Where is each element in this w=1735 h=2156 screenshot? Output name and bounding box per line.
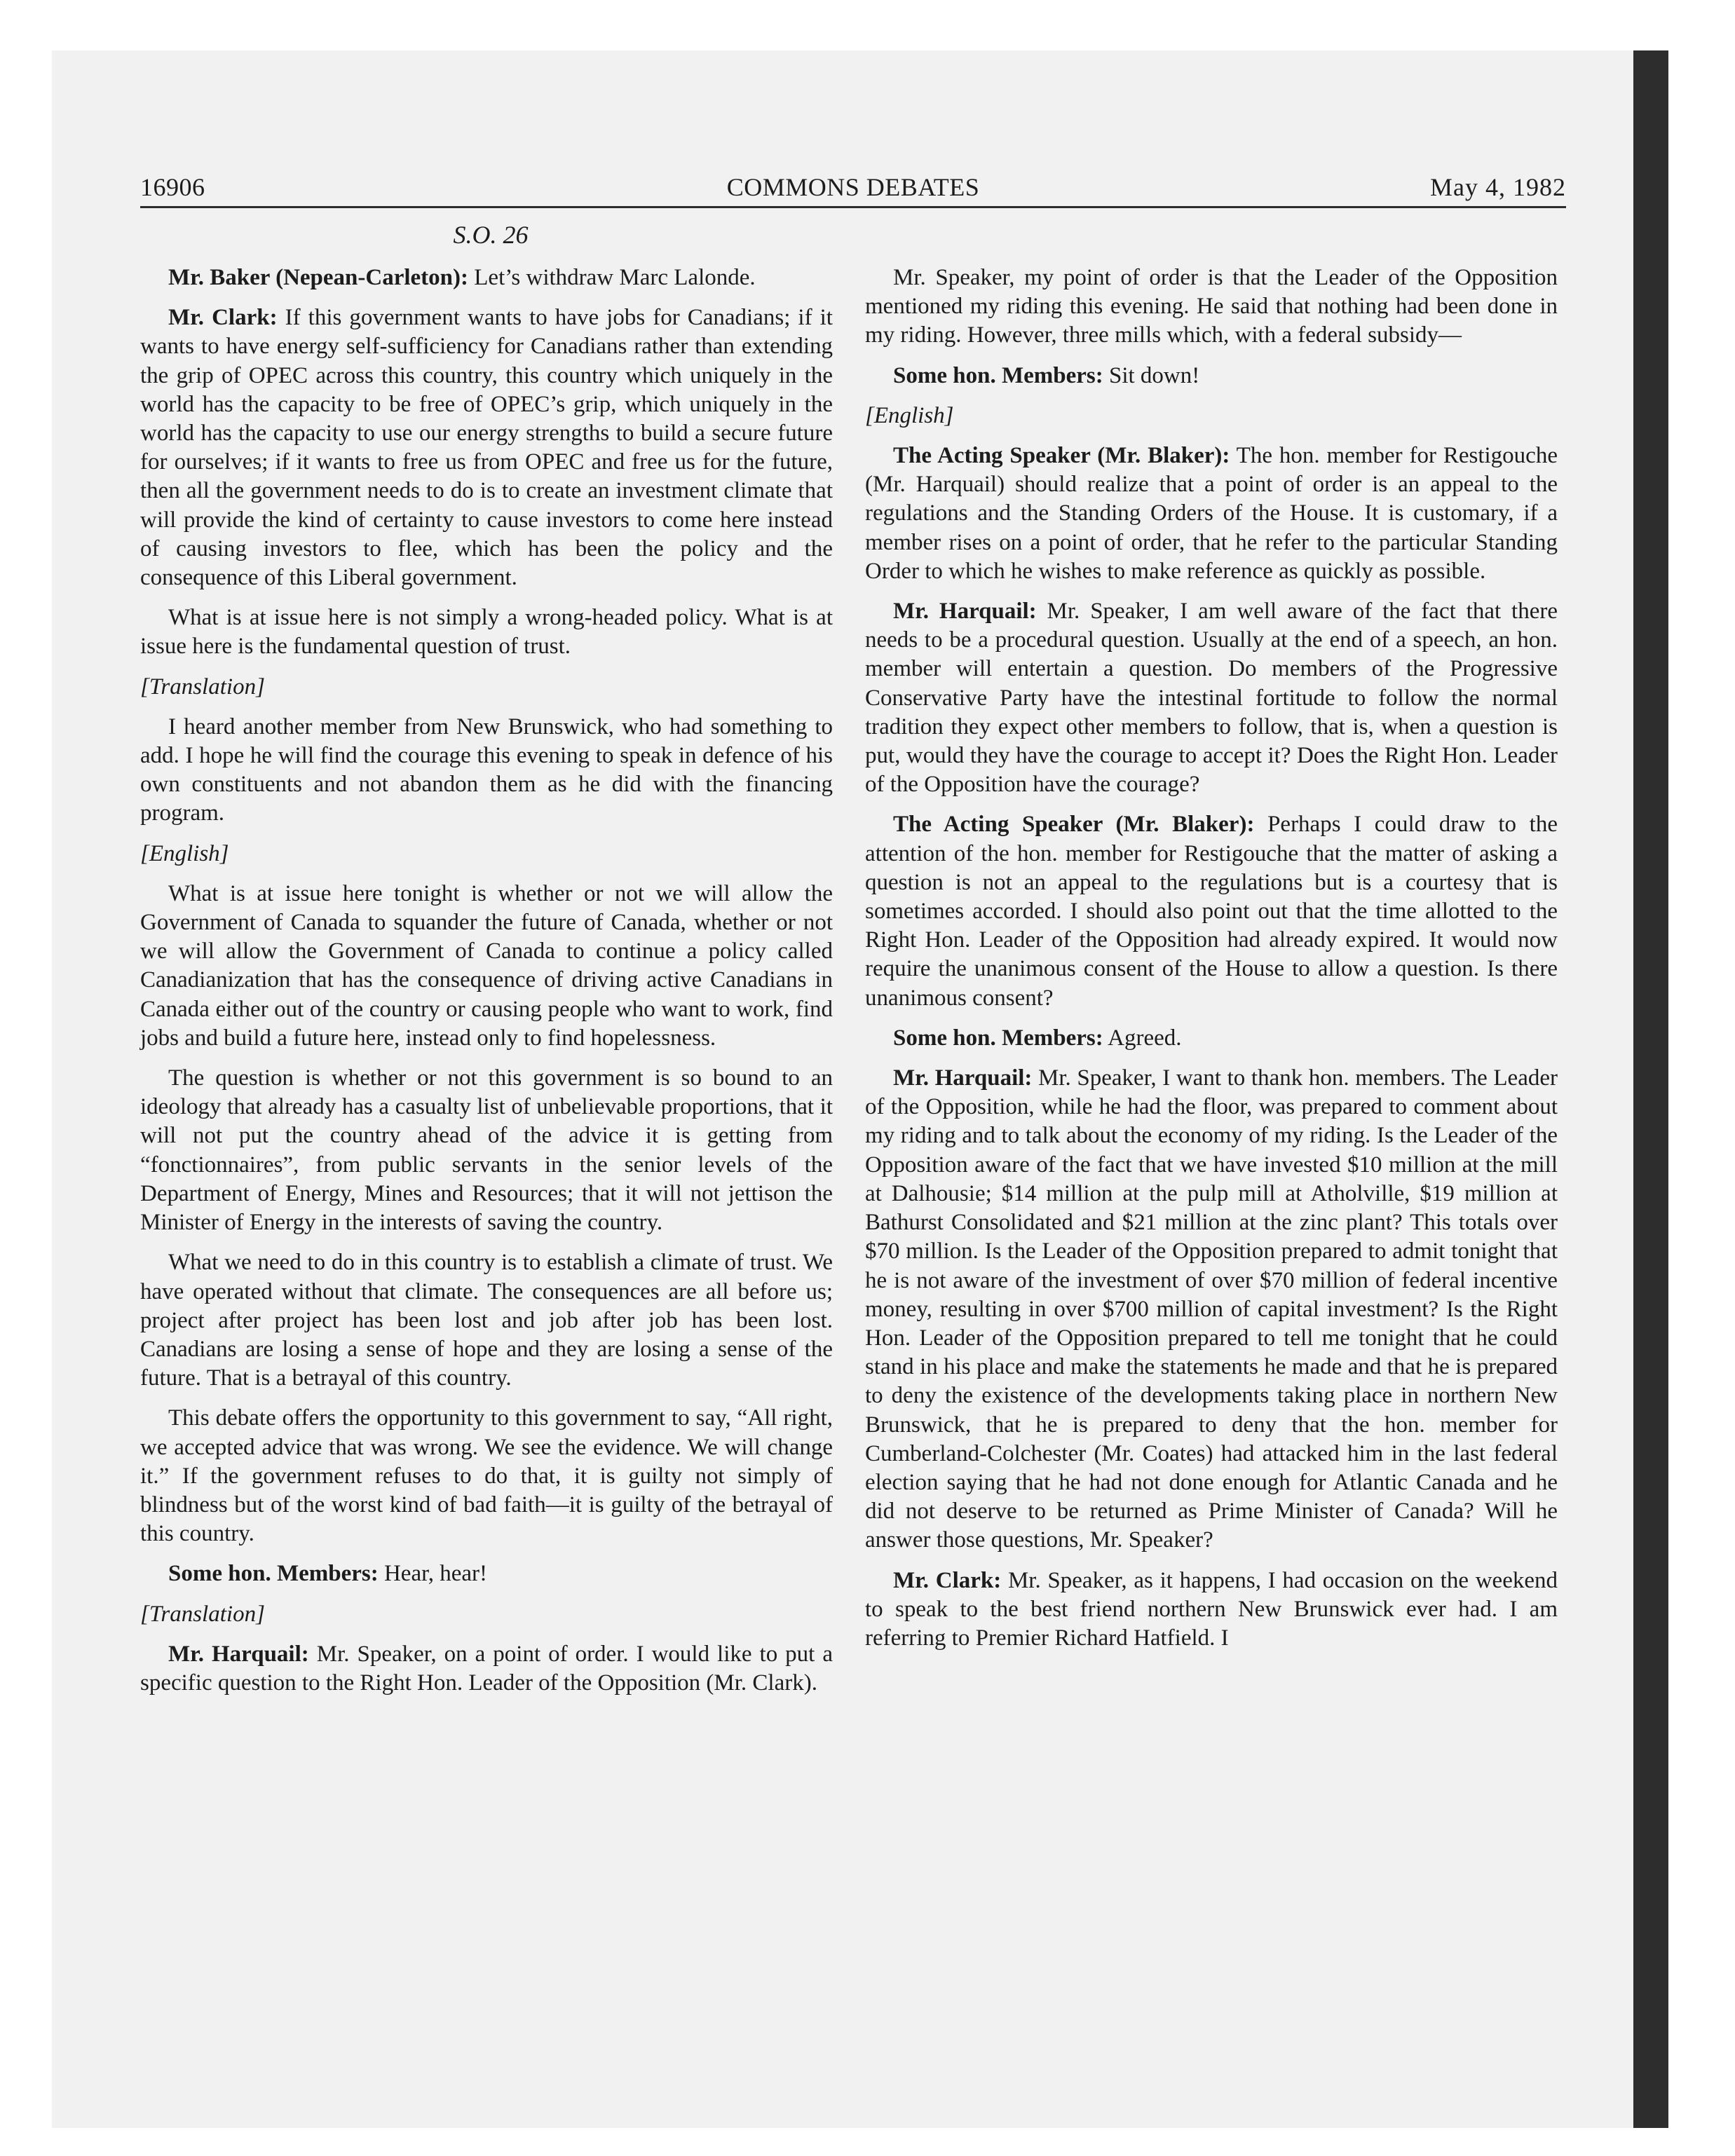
speaker-name: Mr. Clark: — [168, 305, 278, 331]
debate-paragraph — [140, 1064, 833, 1237]
speech-text: Agreed. — [1103, 1025, 1182, 1051]
speaker-name: The Acting Speaker (Mr. Blaker): — [893, 443, 1230, 469]
issue-date: May 4, 1982 — [1430, 173, 1566, 201]
speech-text: Mr. Speaker, as it happens, I had occasion on the weekend to speak to the best friend northern New Brunswick ever had. I am referring to Premier Richard Hatfield. I — [865, 1567, 1558, 1651]
speech-text: The question is whether or not this government is so bound to an ideology that already has a casualty list of unbelievable proportions, that it will not put the country ahead of the advice it is getting from “fonctionnaires”, from public servants in the senior levels of the Department of Energy, Mines and Resources; that it will not jettison the Minister of Energy in the interests of saving the country. — [140, 1065, 833, 1236]
speaker-name: Mr. Clark: — [893, 1567, 1002, 1593]
header-rule — [140, 206, 1566, 208]
debate-paragraph — [865, 597, 1558, 799]
debate-paragraph — [140, 1560, 833, 1588]
speaker-name: The Acting Speaker (Mr. Blaker): — [893, 812, 1255, 838]
speech-text: Mr. Speaker, on a point of order. I would like to put a specific question to the Right Hon. Leader of the Opposition (Mr. Clark). — [140, 1641, 833, 1696]
debate-paragraph — [140, 713, 833, 828]
debate-paragraph — [865, 264, 1558, 350]
speaker-name: Some hon. Members: — [893, 362, 1103, 388]
debate-paragraph — [140, 603, 833, 661]
speaker-name: Mr. Harquail: — [168, 1641, 309, 1667]
debate-paragraph — [865, 810, 1558, 1012]
speaker-name: Mr. Baker (Nepean-Carleton): — [168, 265, 469, 290]
speaker-name: Mr. Harquail: — [893, 599, 1037, 625]
speech-text: Mr. Speaker, I am well aware of the fact that there needs to be a procedural question. Usually at the end of a speech, an hon. member will entertain a question. Do members of the Progressive Conservative Party have the intestinal fortitude to follow the normal tradition they expect other members to follow, that is, when a question is put, would they have the courage to accept it? Does the Right Hon. Leader of the Opposition have the courage? — [865, 599, 1558, 798]
language-marker: [English] — [140, 840, 229, 866]
debate-paragraph — [865, 442, 1558, 586]
speech-text: What is at issue here is not simply a wrong-headed policy. What is at issue here is the fundamental question of trust. — [140, 605, 833, 660]
speech-text: I heard another member from New Brunswick, who had something to add. I hope he will find the courage this evening to speak in defence of his own constituents and not abandon them as he did with the financing program. — [140, 714, 833, 826]
speaker-name: Mr. Harquail: — [893, 1065, 1033, 1091]
debate-paragraph — [140, 1404, 833, 1548]
debate-paragraph — [140, 880, 833, 1053]
speech-text: The hon. member for Restigouche (Mr. Harquail) should realize that a point of order is an appeal to the regulations and the Standing Orders of the House. It is customary, if a member rises on a point of order, that he refer to the particular Standing Order to which he wishes to make reference as quickly as possible. — [865, 443, 1558, 584]
debate-paragraph — [865, 1024, 1558, 1053]
running-header — [140, 172, 1566, 209]
debate-paragraph — [865, 1567, 1558, 1653]
speech-text: Sit down! — [1103, 362, 1200, 388]
left-column — [140, 264, 833, 1709]
section-tag: S.O. 26 — [453, 221, 529, 249]
debate-paragraph — [140, 303, 833, 592]
language-marker: [Translation] — [140, 1601, 265, 1627]
speech-text: Hear, hear! — [378, 1561, 488, 1587]
speech-text: Let’s withdraw Marc Lalonde. — [468, 265, 756, 290]
speech-text: Mr. Speaker, my point of order is that the Leader of the Opposition mentioned my riding this evening. He said that nothing had been done in my riding. However, three mills which, with a federal subsidy— — [865, 265, 1558, 348]
page-number: 16906 — [140, 173, 205, 201]
speech-text: If this government wants to have jobs for Canadians; if it wants to have energy self-sufficiency for Canadians rather than extending the grip of OPEC across this country, this country which uniquely in the world has the capacity to be free of OPEC’s grip, which uniquely in the world has the capacity to use our energy strengths to build a secure future for ourselves; if it wants to free us from OPEC and free us for the future, then all the government needs to do is to create an investment climate that will provide the kind of certainty to cause investors to come here instead of causing investors to flee, which has been the policy and the consequence of this Liberal government. — [140, 305, 833, 591]
speaker-name: Some hon. Members: — [893, 1025, 1103, 1051]
debate-paragraph — [865, 1064, 1558, 1555]
scan-edge-shadow — [1633, 50, 1668, 2128]
speaker-name: Some hon. Members: — [168, 1561, 379, 1587]
speech-text: This debate offers the opportunity to this government to say, “All right, we accepted advice that was wrong. We see the evidence. We will change it.” If the government refuses to do that, it is guilty not simply of blindness but of the worst kind of bad faith—it is guilty of the betrayal of this country. — [140, 1405, 833, 1547]
speech-text: What is at issue here tonight is whether or not we will allow the Government of Canada to squander the future of Canada, whether or not we will allow the Government of Canada to continue a policy called Canadianization that has the consequence of driving active Canadians in Canada either out of the country or causing people who want to work, find jobs and build a future here, instead only to find hopelessness. — [140, 880, 833, 1051]
language-marker: [English] — [865, 402, 954, 428]
debate-paragraph — [865, 362, 1558, 390]
speech-text: What we need to do in this country is to establish a climate of trust. We have operated without that climate. The consequences are all before us; project after project has been lost and job after job has been lost. Canadians are losing a sense of hope and they are losing a sense of the future. That is a betrayal of this country. — [140, 1250, 833, 1391]
publication-title: COMMONS DEBATES — [726, 173, 980, 201]
speech-text: Perhaps I could draw to the attention of the hon. member for Restigouche that the matter of asking a question is not an appeal to the regulations but is a courtesy that is sometimes accorded. I should also point out that the time allotted to the Right Hon. Leader of the Opposition had already expired. It would now require the unanimous consent of the House to allow a question. Is there unanimous consent? — [865, 812, 1558, 1011]
language-marker: [Translation] — [140, 674, 265, 700]
right-column — [865, 264, 1558, 1664]
debate-paragraph — [140, 1248, 833, 1393]
speech-text: Mr. Speaker, I want to thank hon. members. The Leader of the Opposition, while he had the floor, was prepared to comment about my riding and to talk about the economy of my riding. Is the Leader of the Opposition aware of the fact that we have invested $10 million at the mill at Dalhousie; $14 million at the pulp mill at Atholville, $19 million at Bathurst Consolidated and $21 million at the zinc plant? This totals over $70 million. Is the Leader of the Opposition prepared to admit tonight that he is not aware of the investment of over $70 million of federal incentive money, resulting in over $700 million of capital investment? Is the Right Hon. Leader of the Opposition prepared to tell me tonight that he could stand in his place and make the statements he made and that he is prepared to deny the existence of the developments taking place in northern New Brunswick, that he is prepared to deny that the hon. member for Cumberland-Colchester (Mr. Coates) had attacked him in the last federal election saying that he had not done enough for Atlantic Canada and he did not deserve to be returned as Prime Minister of Canada? Will he answer those questions, Mr. Speaker? — [865, 1065, 1558, 1553]
debate-paragraph — [140, 264, 833, 292]
debate-paragraph — [140, 1640, 833, 1698]
